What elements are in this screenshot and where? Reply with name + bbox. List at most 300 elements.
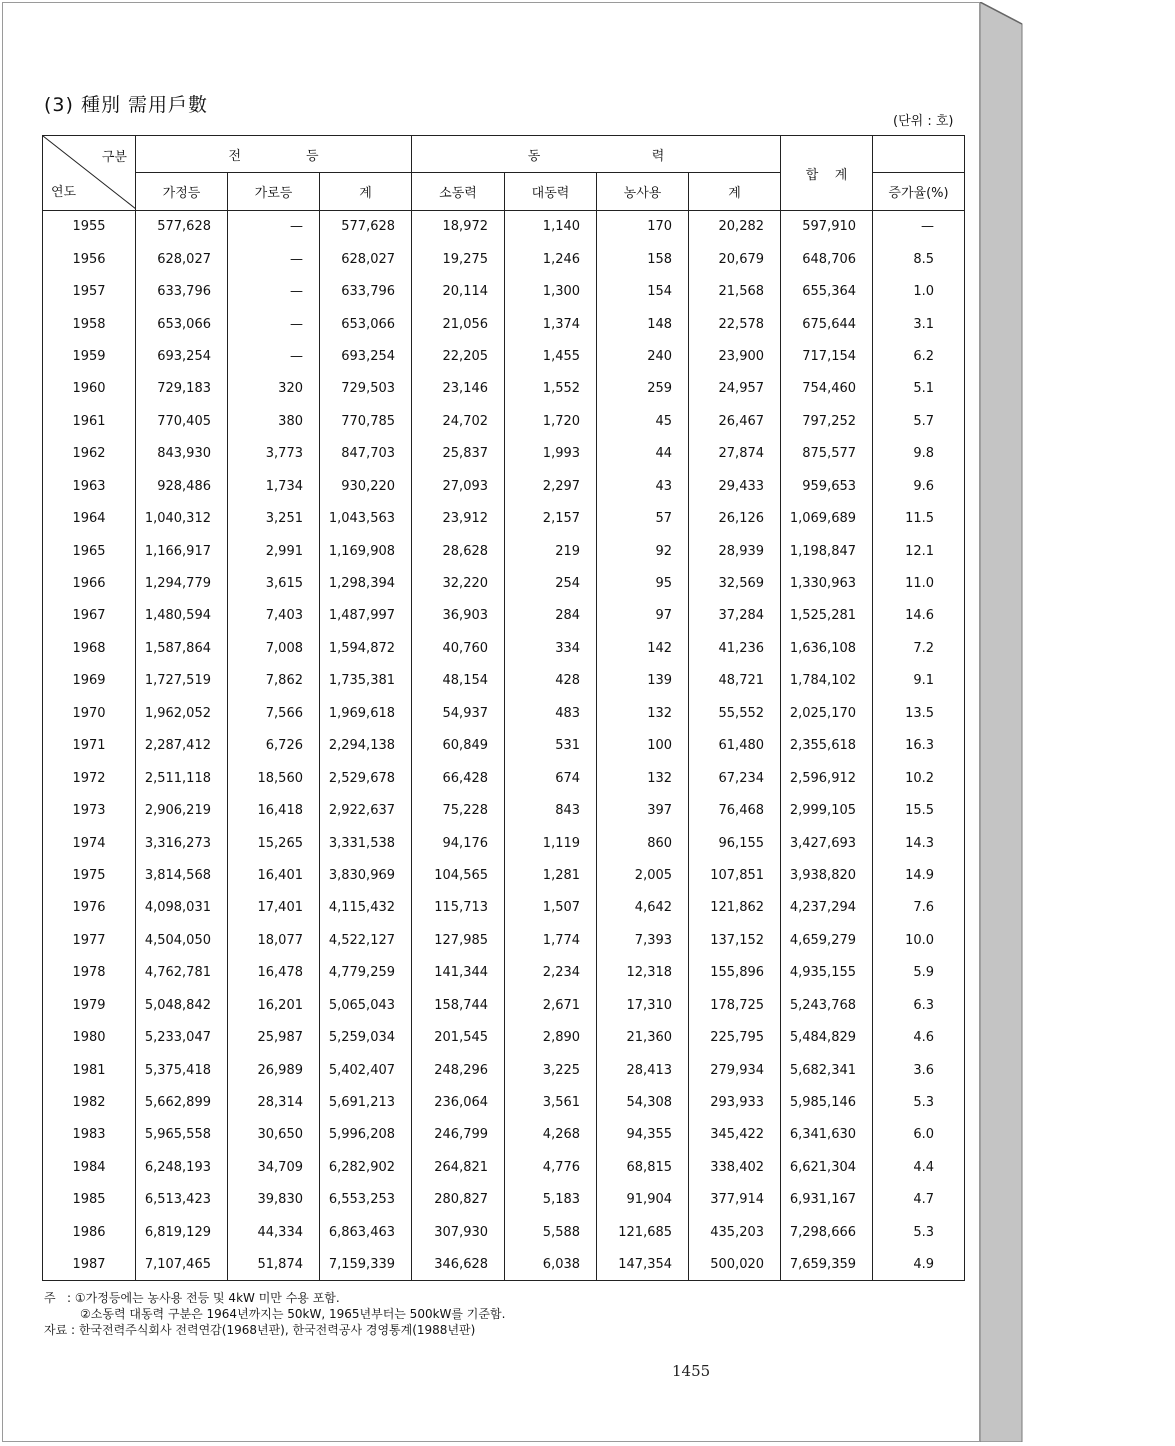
table-cell: — [228,243,320,275]
table-cell: 16,401 [228,859,320,891]
table-cell: — [228,340,320,372]
table-cell: 3.1 [873,308,965,340]
table-cell: 2,906,219 [136,794,228,826]
table-cell: 6,282,902 [320,1151,412,1183]
table-cell: 1983 [43,1119,136,1151]
table-cell: 25,837 [412,438,505,470]
table-cell: 531 [505,730,597,762]
table-cell: 1965 [43,535,136,567]
table-cell: 959,653 [781,470,873,502]
table-cell: 16,418 [228,794,320,826]
table-cell: 1969 [43,665,136,697]
table-cell: 7,008 [228,632,320,664]
table-cell: 3,225 [505,1054,597,1086]
table-cell: 655,364 [781,275,873,307]
table-cell: 28,314 [228,1086,320,1118]
table-cell: 675,644 [781,308,873,340]
table-cell: 2,529,678 [320,762,412,794]
table-cell: 1970 [43,697,136,729]
table-cell: 4,659,279 [781,924,873,956]
table-row [43,211,965,243]
table-cell: 4,776 [505,1151,597,1183]
table-cell: 92 [597,535,689,567]
table-cell: 7,107,465 [136,1249,228,1281]
table-cell: 653,066 [136,308,228,340]
table-cell: 14.6 [873,600,965,632]
table-cell: 3,773 [228,438,320,470]
table-row [43,502,965,534]
table-cell: 1,636,108 [781,632,873,664]
table-cell: 26,989 [228,1054,320,1086]
table-row [43,373,965,405]
table-cell: 40,760 [412,632,505,664]
table-cell: 754,460 [781,373,873,405]
table-cell: 6,248,193 [136,1151,228,1183]
table-cell: 27,093 [412,470,505,502]
table-cell: 633,796 [136,275,228,307]
table-row [43,859,965,891]
table-cell: 95 [597,567,689,599]
table-cell: 1.0 [873,275,965,307]
table-cell: 141,344 [412,957,505,989]
footnotes [44,1290,505,1338]
table-cell: 279,934 [689,1054,781,1086]
table-cell: 1,552 [505,373,597,405]
table-cell: 843,930 [136,438,228,470]
table-cell: 91,904 [597,1184,689,1216]
table-cell: 338,402 [689,1151,781,1183]
table-row [43,308,965,340]
table-cell: 397 [597,794,689,826]
table-row [43,924,965,956]
table-cell: 97 [597,600,689,632]
table-cell: 1,962,052 [136,697,228,729]
households-table [42,135,965,1281]
table-cell: 100 [597,730,689,762]
table-cell: 68,815 [597,1151,689,1183]
table-cell: 1,720 [505,405,597,437]
table-cell: 1956 [43,243,136,275]
table-cell: 2,596,912 [781,762,873,794]
table-cell: 28,628 [412,535,505,567]
corner-top-label: 구분 [101,150,127,165]
table-cell: 36,903 [412,600,505,632]
table-cell: 37,284 [689,600,781,632]
table-cell: 137,152 [689,924,781,956]
lighting-sum-header: 계 [320,173,412,211]
table-cell: 11.0 [873,567,965,599]
table-cell: 158,744 [412,989,505,1021]
table-cell: 24,957 [689,373,781,405]
table-cell: 633,796 [320,275,412,307]
table-cell: 9.6 [873,470,965,502]
table-cell: 3,427,693 [781,827,873,859]
table-cell: 66,428 [412,762,505,794]
table-cell: 22,578 [689,308,781,340]
table-cell: 653,066 [320,308,412,340]
table-cell: 248,296 [412,1054,505,1086]
table-cell: 843 [505,794,597,826]
table-cell: 4.6 [873,1021,965,1053]
table-row [43,1054,965,1086]
table-cell: 142 [597,632,689,664]
table-cell: 19,275 [412,243,505,275]
table-cell: 43 [597,470,689,502]
footnote-2: ②소동력 대동력 구분은 1964년까지는 50kW, 1965년부터는 500kW를 기준함. [80,1307,506,1321]
table-cell: 6.3 [873,989,965,1021]
table-row [43,762,965,794]
table-cell: — [228,308,320,340]
table-cell: 628,027 [320,243,412,275]
table-cell: 254 [505,567,597,599]
table-cell: 847,703 [320,438,412,470]
table-cell: 293,933 [689,1086,781,1118]
table-cell: 4.7 [873,1184,965,1216]
table-cell: 2,005 [597,859,689,891]
table-cell: 860 [597,827,689,859]
table-cell: 483 [505,697,597,729]
table-cell: 5,691,213 [320,1086,412,1118]
table-cell: 5,243,768 [781,989,873,1021]
table-cell: 55,552 [689,697,781,729]
table-cell: 158 [597,243,689,275]
table-cell: 24,702 [412,405,505,437]
table-cell: 1,330,963 [781,567,873,599]
table-cell: 155,896 [689,957,781,989]
table-cell: 75,228 [412,794,505,826]
power-group-label-a: 동 [527,148,541,164]
table-cell: 1972 [43,762,136,794]
table-cell: 1,784,102 [781,665,873,697]
table-cell: 240 [597,340,689,372]
table-cell: 377,914 [689,1184,781,1216]
table-cell: 16,201 [228,989,320,1021]
table-cell: 246,799 [412,1119,505,1151]
table-cell: 1971 [43,730,136,762]
table-cell: 264,821 [412,1151,505,1183]
table-row [43,1184,965,1216]
table-cell: 284 [505,600,597,632]
table-cell: 2,157 [505,502,597,534]
table-cell: 2,671 [505,989,597,1021]
table-row [43,697,965,729]
table-cell: 48,154 [412,665,505,697]
table-cell: 4,504,050 [136,924,228,956]
table-cell: 16.3 [873,730,965,762]
table-cell: 2,294,138 [320,730,412,762]
table-cell: 1980 [43,1021,136,1053]
table-cell: 9.1 [873,665,965,697]
table-row [43,567,965,599]
table-cell: 4.9 [873,1249,965,1281]
table-cell: 5,588 [505,1216,597,1248]
table-cell: 693,254 [320,340,412,372]
table-cell: 1,294,779 [136,567,228,599]
table-cell: 26,467 [689,405,781,437]
table-cell: 1,198,847 [781,535,873,567]
table-cell: 1977 [43,924,136,956]
table-cell: 1976 [43,892,136,924]
table-cell: 32,220 [412,567,505,599]
table-cell: 1959 [43,340,136,372]
table-cell: 6,038 [505,1249,597,1281]
table-cell: 7.6 [873,892,965,924]
table-cell: 770,785 [320,405,412,437]
table-cell: 7.2 [873,632,965,664]
table-row [43,989,965,1021]
table-cell: 1979 [43,989,136,1021]
table-cell: 20,114 [412,275,505,307]
table-cell: 148 [597,308,689,340]
table-cell: 20,282 [689,211,781,243]
table-cell: 14.3 [873,827,965,859]
table-cell: 147,354 [597,1249,689,1281]
table-cell: 15.5 [873,794,965,826]
table-row [43,957,965,989]
table-cell: 3,830,969 [320,859,412,891]
table-cell: 5.3 [873,1086,965,1118]
table-cell: 132 [597,762,689,794]
page-edge-shadow [980,2,1024,1442]
table-cell: 45 [597,405,689,437]
table-cell: 22,205 [412,340,505,372]
large-power-header: 대동력 [505,173,597,211]
table-cell: 693,254 [136,340,228,372]
table-cell: 875,577 [781,438,873,470]
table-row [43,1151,965,1183]
table-cell: 67,234 [689,762,781,794]
table-cell: 17,310 [597,989,689,1021]
table-cell: — [873,211,965,243]
table-row [43,632,965,664]
table-cell: 94,176 [412,827,505,859]
power-group-header [412,136,781,173]
table-cell: 2,355,618 [781,730,873,762]
power-group-label-b: 력 [651,148,665,164]
table-cell: 16,478 [228,957,320,989]
table-row [43,275,965,307]
table-cell: 648,706 [781,243,873,275]
table-cell: 1966 [43,567,136,599]
table-row [43,1119,965,1151]
table-cell: 2,890 [505,1021,597,1053]
table-cell: 1985 [43,1184,136,1216]
table-cell: 1,281 [505,859,597,891]
table-cell: 28,939 [689,535,781,567]
table-cell: 127,985 [412,924,505,956]
table-row [43,405,965,437]
table-cell: 13.5 [873,697,965,729]
table-cell: 41,236 [689,632,781,664]
table-cell: 39,830 [228,1184,320,1216]
table-cell: 729,183 [136,373,228,405]
table-cell: 17,401 [228,892,320,924]
table-cell: 4,935,155 [781,957,873,989]
table-cell: 7,566 [228,697,320,729]
table-cell: 25,987 [228,1021,320,1053]
table-row [43,1086,965,1118]
table-cell: 60,849 [412,730,505,762]
page-number: 1455 [672,1362,711,1380]
table-cell: 1,043,563 [320,502,412,534]
table-cell: 6,726 [228,730,320,762]
table-cell: 1960 [43,373,136,405]
table-cell: 178,725 [689,989,781,1021]
table-cell: 1,525,281 [781,600,873,632]
table-cell: 32,569 [689,567,781,599]
table-cell: 4,762,781 [136,957,228,989]
table-cell: — [228,275,320,307]
corner-header [43,136,136,211]
table-cell: 26,126 [689,502,781,534]
table-cell: 1,587,864 [136,632,228,664]
table-cell: 3,814,568 [136,859,228,891]
table-cell: 6,819,129 [136,1216,228,1248]
table-cell: 3.6 [873,1054,965,1086]
table-cell: 154 [597,275,689,307]
table-cell: 7,659,359 [781,1249,873,1281]
table-row [43,827,965,859]
table-cell: 5.9 [873,957,965,989]
table-cell: 577,628 [136,211,228,243]
table-cell: 3,561 [505,1086,597,1118]
table-cell: 57 [597,502,689,534]
table-cell: 10.2 [873,762,965,794]
table-cell: 1,169,908 [320,535,412,567]
table-cell: 1963 [43,470,136,502]
table-cell: 1,727,519 [136,665,228,697]
table-cell: 1,374 [505,308,597,340]
table-cell: 5,259,034 [320,1021,412,1053]
table-cell: 729,503 [320,373,412,405]
source-note: 자료 : 한국전력주식회사 전력연감(1968년판), 한국전력공사 경영통계(1988년판) [44,1323,476,1337]
table-cell: 1,246 [505,243,597,275]
table-cell: 5,402,407 [320,1054,412,1086]
table-cell: 6,621,304 [781,1151,873,1183]
lighting-group-header [136,136,412,173]
table-cell: 7,862 [228,665,320,697]
table-cell: 5,965,558 [136,1119,228,1151]
table-cell: 27,874 [689,438,781,470]
table-cell: 23,900 [689,340,781,372]
table-cell: 1,594,872 [320,632,412,664]
table-cell: 1981 [43,1054,136,1086]
table-cell: 4,098,031 [136,892,228,924]
table-cell: 15,265 [228,827,320,859]
table-cell: 115,713 [412,892,505,924]
table-cell: 6,553,253 [320,1184,412,1216]
table-cell: 121,685 [597,1216,689,1248]
table-cell: 139 [597,665,689,697]
table-cell: 4,237,294 [781,892,873,924]
table-cell: 21,568 [689,275,781,307]
table-row [43,1021,965,1053]
table-cell: 7,159,339 [320,1249,412,1281]
table-row [43,892,965,924]
table-cell: 1,507 [505,892,597,924]
table-cell: 23,912 [412,502,505,534]
table-cell: 1,774 [505,924,597,956]
table-cell: 1,298,394 [320,567,412,599]
table-row [43,794,965,826]
table-cell: 6.2 [873,340,965,372]
table-cell: 3,615 [228,567,320,599]
table-cell: 2,511,118 [136,762,228,794]
table-cell: 770,405 [136,405,228,437]
table-row [43,340,965,372]
total-label-b: 계 [834,167,848,183]
small-power-header: 소동력 [412,173,505,211]
table-cell: 1,119 [505,827,597,859]
corner-bottom-label: 연도 [51,185,77,200]
table-cell: 18,560 [228,762,320,794]
table-cell: 3,251 [228,502,320,534]
table-cell: 2,297 [505,470,597,502]
table-cell: 18,077 [228,924,320,956]
footnote-1 [44,1290,505,1306]
table-cell: 628,027 [136,243,228,275]
table-cell: 2,922,637 [320,794,412,826]
table-cell: 1978 [43,957,136,989]
table-cell: 930,220 [320,470,412,502]
table-cell: 1974 [43,827,136,859]
table-cell: 435,203 [689,1216,781,1248]
table-cell: 48,721 [689,665,781,697]
lighting-group-label-a: 전 [228,148,242,164]
table-cell: 21,056 [412,308,505,340]
table-cell: 18,972 [412,211,505,243]
table-cell: 5,484,829 [781,1021,873,1053]
table-cell: 5,233,047 [136,1021,228,1053]
table-cell: 9.8 [873,438,965,470]
table-row [43,1216,965,1248]
farm-header: 농사용 [597,173,689,211]
table-cell: 2,287,412 [136,730,228,762]
table-cell: 5,996,208 [320,1119,412,1151]
table-cell: 225,795 [689,1021,781,1053]
table-cell: 928,486 [136,470,228,502]
table-cell: 7,298,666 [781,1216,873,1248]
table-cell: 3,938,820 [781,859,873,891]
table-cell: 11.5 [873,502,965,534]
table-cell: 1986 [43,1216,136,1248]
table-cell: 1,069,689 [781,502,873,534]
table-cell: 4.4 [873,1151,965,1183]
table-cell: 280,827 [412,1184,505,1216]
table-cell: 1975 [43,859,136,891]
table-cell: 307,930 [412,1216,505,1248]
footnote-1-text: : ①가정등에는 농사용 전등 및 4kW 미만 수용 포함. [67,1291,340,1305]
table-cell: 1,300 [505,275,597,307]
table-cell: 29,433 [689,470,781,502]
table-cell: 4,522,127 [320,924,412,956]
table-cell: 717,154 [781,340,873,372]
table-row [43,243,965,275]
table-cell: 201,545 [412,1021,505,1053]
table-cell: 61,480 [689,730,781,762]
table-cell: 5,375,418 [136,1054,228,1086]
table-cell: 3,331,538 [320,827,412,859]
table-cell: 797,252 [781,405,873,437]
table-cell: 428 [505,665,597,697]
table-cell: 3,316,273 [136,827,228,859]
table-cell: 236,064 [412,1086,505,1118]
total-header-blank [873,136,965,173]
table-cell: 1982 [43,1086,136,1118]
table-cell: 8.5 [873,243,965,275]
table-cell: 6,341,630 [781,1119,873,1151]
table-cell: 1967 [43,600,136,632]
